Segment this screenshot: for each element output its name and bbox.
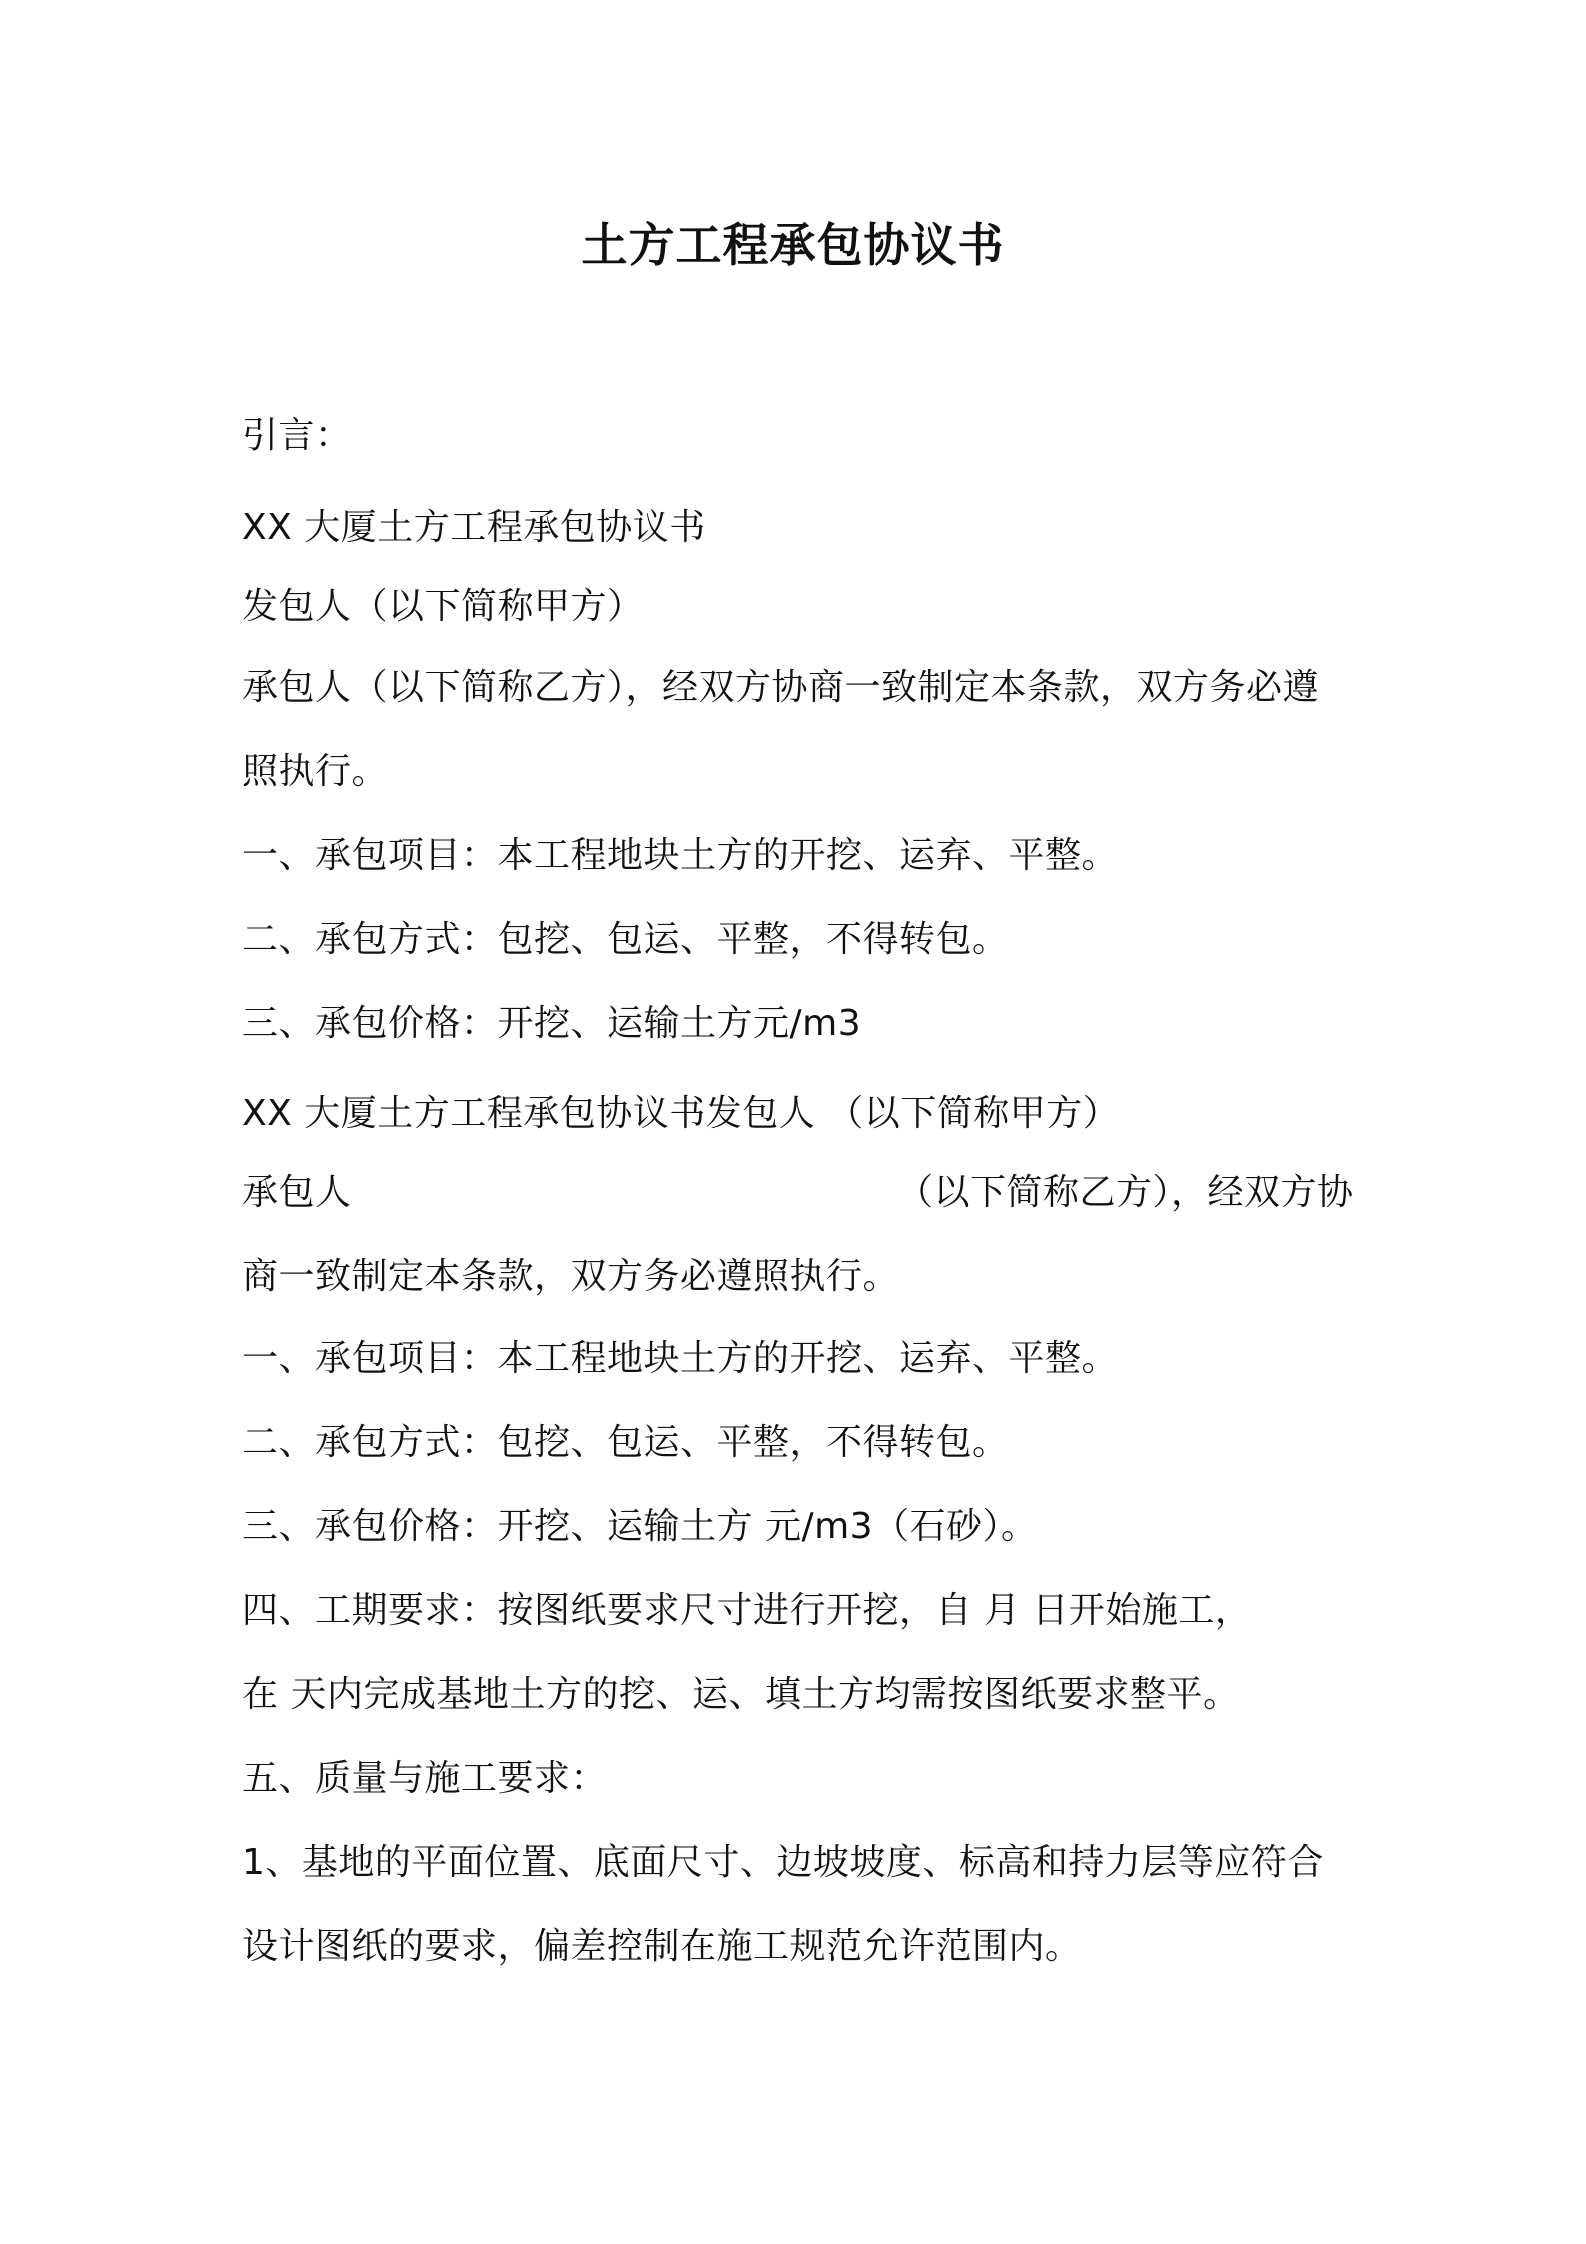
quality-item-1: 1、基地的平面位置、底面尺寸、边坡坡度、标高和持力层等应符合 [242,1842,1324,1883]
clause-4-schedule-cont: 在 天内完成基地土方的挖、运、填土方均需按图纸要求整平。 [242,1674,1240,1715]
party-b-line-cont: 照执行。 [242,751,389,792]
party-b-line: 承包人（以下简称乙方），经双方协商一致制定本条款，双方务必遵 [242,667,1320,708]
party-a-line: 发包人（以下简称甲方） [242,586,644,627]
preface-label: 引言： [242,415,352,456]
contractor-line-cont: 商一致制定本条款，双方务必遵照执行。 [242,1256,900,1297]
agreement-heading: XX 大厦土方工程承包协议书 [242,507,706,548]
contractor-label: 承包人 [242,1172,352,1213]
clause-2-method: 二、承包方式：包挖、包运、平整，不得转包。 [242,919,1009,960]
clause-1-project-repeat: 一、承包项目：本工程地块土方的开挖、运弃、平整。 [242,1338,1119,1379]
clause-1-project: 一、承包项目：本工程地块土方的开挖、运弃、平整。 [242,835,1119,876]
clause-3-price-repeat: 三、承包价格：开挖、运输土方 元/m3（石砂）。 [242,1506,1038,1547]
quality-item-1-cont: 设计图纸的要求，偏差控制在施工规范允许范围内。 [242,1926,1082,1967]
agreement-heading-repeat: XX 大厦土方工程承包协议书发包人 （以下简称甲方） [242,1093,1120,1134]
clause-4-schedule: 四、工期要求：按图纸要求尺寸进行开挖，自 月 日开始施工， [242,1590,1252,1631]
contractor-line-right: （以下简称乙方），经双方协 [897,1172,1354,1213]
clause-2-method-repeat: 二、承包方式：包挖、包运、平整，不得转包。 [242,1422,1009,1463]
clause-3-price: 三、承包价格：开挖、运输土方元/m3 [242,1003,862,1044]
clause-5-quality: 五、质量与施工要求： [242,1758,608,1799]
document-title: 土方工程承包协议书 [581,218,1005,272]
